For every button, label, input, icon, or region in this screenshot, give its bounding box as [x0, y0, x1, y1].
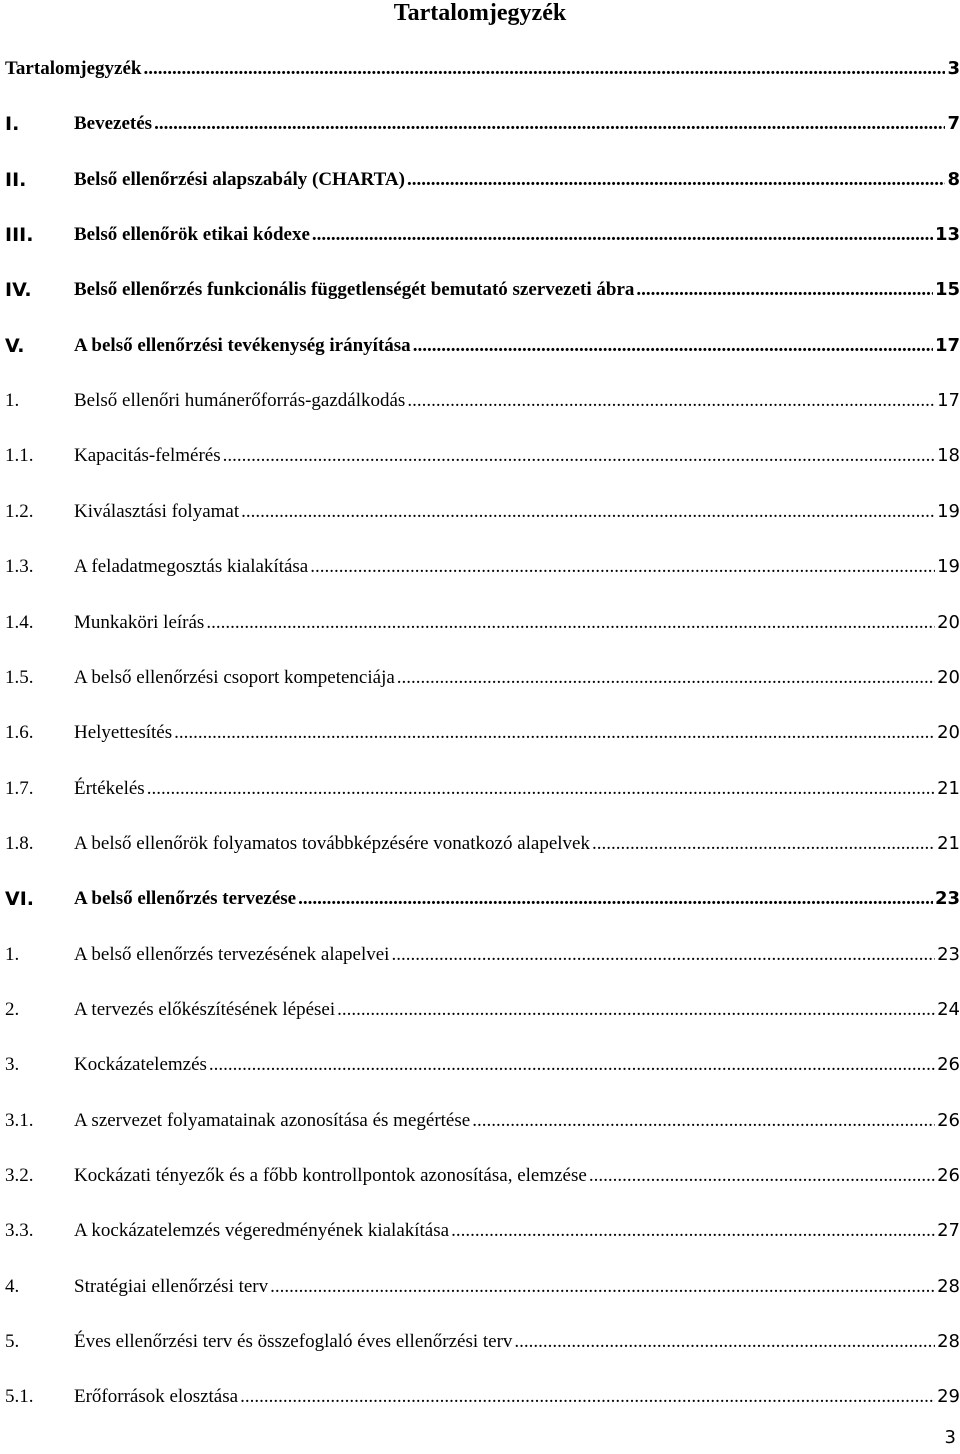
- toc-entry-page: 28: [937, 1331, 960, 1352]
- toc-entry[interactable]: [5, 884, 960, 914]
- toc-entry-number: VI.: [5, 888, 34, 910]
- toc-entry-line: [74, 165, 960, 195]
- toc-entry-title: Kapacitás-felmérés: [74, 445, 221, 466]
- toc-entry-line: [74, 497, 960, 527]
- toc-entry[interactable]: [5, 331, 960, 361]
- toc-entry-line: [74, 109, 960, 139]
- toc-entry-title: A szervezet folyamatainak azonosítása és megértése: [74, 1110, 471, 1131]
- toc-entry-number: 3.1.: [5, 1110, 34, 1131]
- toc-entry-number: 3.3.: [5, 1220, 34, 1241]
- toc-entry-page: 3: [947, 58, 960, 79]
- dot-leader: [209, 1050, 935, 1080]
- toc-entry-line: [74, 275, 960, 305]
- dot-leader: [223, 441, 935, 471]
- toc-entry[interactable]: [5, 663, 960, 693]
- toc-entry-line: [74, 718, 960, 748]
- toc-entry-title: Munkaköri leírás: [74, 612, 205, 633]
- toc-entry-line: [74, 884, 960, 914]
- toc-entry-number: 1.1.: [5, 445, 34, 466]
- dot-leader: [407, 386, 935, 416]
- toc-entry-page: 27: [937, 1220, 960, 1241]
- toc-entry-title: A belső ellenőrzési tevékenység irányítása: [74, 335, 411, 356]
- toc-entry-page: 13: [934, 224, 960, 245]
- dot-leader: [206, 608, 935, 638]
- toc-entry-page: 24: [937, 999, 960, 1020]
- dot-leader: [310, 552, 935, 582]
- toc-entry-number: 3.2.: [5, 1165, 34, 1186]
- toc-entry-title: Bevezetés: [74, 113, 153, 134]
- toc-entry-line: [74, 552, 960, 582]
- toc-entry-page: 28: [937, 1276, 960, 1297]
- toc-entry-page: 21: [937, 833, 960, 854]
- toc-entry[interactable]: [5, 386, 960, 416]
- toc-entry-page: 26: [937, 1054, 960, 1075]
- toc-entry-title: Értékelés: [74, 778, 145, 799]
- toc-entry-line: [74, 940, 960, 970]
- toc-entry-line: [74, 1050, 960, 1080]
- toc-entry-line: [5, 54, 960, 84]
- toc-entry[interactable]: [5, 608, 960, 638]
- toc-entry-title: Éves ellenőrzési terv és összefoglaló éves ellenőrzési terv: [74, 1331, 513, 1352]
- toc-entry-number: 1.8.: [5, 833, 34, 854]
- toc-entry[interactable]: [5, 829, 960, 859]
- toc-entry[interactable]: [5, 165, 960, 195]
- toc-entry[interactable]: [5, 441, 960, 471]
- toc-entry[interactable]: [5, 275, 960, 305]
- toc-entry-number: 1.: [5, 390, 20, 411]
- dot-leader: [144, 54, 946, 84]
- dot-leader: [337, 995, 935, 1025]
- dot-leader: [154, 109, 945, 139]
- toc-entry[interactable]: [5, 1050, 960, 1080]
- toc-entry-page: 7: [947, 113, 960, 134]
- toc-entry-number: 2.: [5, 999, 20, 1020]
- toc-entry-number: II.: [5, 169, 27, 191]
- toc-entry[interactable]: [5, 1382, 960, 1412]
- toc-entry[interactable]: [5, 774, 960, 804]
- toc-entry-line: [74, 441, 960, 471]
- dot-leader: [147, 774, 935, 804]
- toc-entry-line: [74, 608, 960, 638]
- toc-entry-page: 15: [934, 279, 960, 300]
- toc-entry[interactable]: [5, 220, 960, 250]
- toc-entry-line: [74, 1161, 960, 1191]
- toc-entry-title: Helyettesítés: [74, 722, 173, 743]
- toc-entry-number: 4.: [5, 1276, 20, 1297]
- dot-leader: [270, 1272, 935, 1302]
- toc-entry-page: 8: [947, 169, 960, 190]
- toc-entry-title: A belső ellenőrök folyamatos továbbképzésére vonatkozó alapelvek: [74, 833, 590, 854]
- toc-entry-title: Belső ellenőrök etikai kódexe: [74, 224, 310, 245]
- toc-entry[interactable]: [5, 54, 960, 84]
- toc-entry-number: IV.: [5, 279, 32, 301]
- toc-entry-page: 20: [937, 722, 960, 743]
- toc-entry-line: [74, 1327, 960, 1357]
- toc-entry[interactable]: [5, 995, 960, 1025]
- toc-entry-number: 5.: [5, 1331, 20, 1352]
- toc-entry-title: Tartalomjegyzék: [5, 58, 142, 79]
- toc-entry-line: [74, 995, 960, 1025]
- toc-entry-title: Erőforrások elosztása: [74, 1386, 239, 1407]
- toc-entry-line: [74, 829, 960, 859]
- toc-entry-line: [74, 386, 960, 416]
- toc-entry-number: V.: [5, 335, 25, 357]
- toc-entry-title: Belső ellenőri humánerőforrás-gazdálkodás: [74, 390, 406, 411]
- toc-entry-title: Belső ellenőrzés funkcionális függetlenségét bemutató szervezeti ábra: [74, 279, 635, 300]
- toc-entry-line: [74, 1272, 960, 1302]
- toc-entry-title: A feladatmegosztás kialakítása: [74, 556, 309, 577]
- toc-entry-number: III.: [5, 224, 34, 246]
- toc-entry-line: [74, 663, 960, 693]
- toc-entry-page: 23: [937, 944, 960, 965]
- dot-leader: [472, 1106, 935, 1136]
- toc-entry-page: 18: [937, 445, 960, 466]
- toc-entry-title: A kockázatelemzés végeredményének kialakítása: [74, 1220, 450, 1241]
- toc-entry-title: Belső ellenőrzési alapszabály (CHARTA): [74, 169, 405, 190]
- toc-entry-number: 1.5.: [5, 667, 34, 688]
- toc-entry-number: 3.: [5, 1054, 20, 1075]
- toc-entry-line: [74, 220, 960, 250]
- toc-entry[interactable]: [5, 1272, 960, 1302]
- toc-entry-number: 1.2.: [5, 501, 34, 522]
- toc-entry-number: 1.: [5, 944, 20, 965]
- toc-entry-page: 19: [937, 556, 960, 577]
- toc-entry-title: A tervezés előkészítésének lépései: [74, 999, 336, 1020]
- toc-entry-page: 20: [937, 612, 960, 633]
- toc-entry[interactable]: [5, 940, 960, 970]
- page-title: Tartalomjegyzék: [393, 0, 567, 26]
- dot-leader: [174, 718, 935, 748]
- toc-entry-number: 1.7.: [5, 778, 34, 799]
- toc-entry-number: I.: [5, 113, 20, 135]
- dot-leader: [451, 1216, 935, 1246]
- toc-entry-page: 29: [937, 1386, 960, 1407]
- page-number: 3: [944, 1427, 956, 1448]
- dot-leader: [514, 1327, 935, 1357]
- toc-entry-number: 1.6.: [5, 722, 34, 743]
- dot-leader: [240, 1382, 935, 1412]
- dot-leader: [592, 829, 935, 859]
- toc-entry-page: 26: [937, 1110, 960, 1131]
- toc-entry-line: [74, 331, 960, 361]
- toc-entry-title: Kockázatelemzés: [74, 1054, 207, 1075]
- toc-entry-page: 23: [934, 888, 960, 909]
- toc-entry-page: 26: [937, 1165, 960, 1186]
- toc-entry-page: 21: [937, 778, 960, 799]
- toc-entry-title: A belső ellenőrzés tervezésének alapelvei: [74, 944, 390, 965]
- dot-leader: [391, 940, 935, 970]
- toc-entry-line: [74, 1382, 960, 1412]
- toc-entry-page: 20: [937, 667, 960, 688]
- toc-entry-title: Kiválasztási folyamat: [74, 501, 240, 522]
- toc-entry-page: 17: [934, 335, 960, 356]
- dot-leader: [636, 275, 933, 305]
- toc-entry[interactable]: [5, 497, 960, 527]
- toc-entry-title: A belső ellenőrzés tervezése: [74, 888, 297, 909]
- dot-leader: [312, 220, 933, 250]
- toc-entry-number: 1.3.: [5, 556, 34, 577]
- toc-entry-title: Stratégiai ellenőrzési terv: [74, 1276, 269, 1297]
- toc-entry[interactable]: [5, 109, 960, 139]
- dot-leader: [413, 331, 933, 361]
- toc-entry-page: 17: [937, 390, 960, 411]
- dot-leader: [589, 1161, 935, 1191]
- toc-entry-number: 5.1.: [5, 1386, 34, 1407]
- toc-entry[interactable]: [5, 718, 960, 748]
- toc-entry[interactable]: [5, 552, 960, 582]
- toc-entry[interactable]: [5, 1327, 960, 1357]
- toc-entry[interactable]: [5, 1106, 960, 1136]
- toc-entry-line: [74, 774, 960, 804]
- toc-entry-number: 1.4.: [5, 612, 34, 633]
- toc-entry-title: Kockázati tényezők és a főbb kontrollpontok azonosítása, elemzése: [74, 1165, 587, 1186]
- dot-leader: [298, 884, 933, 914]
- dot-leader: [397, 663, 935, 693]
- dot-leader: [407, 165, 946, 195]
- toc-entry-line: [74, 1216, 960, 1246]
- toc-entry-page: 19: [937, 501, 960, 522]
- toc-entry[interactable]: [5, 1161, 960, 1191]
- dot-leader: [241, 497, 935, 527]
- toc-entry-line: [74, 1106, 960, 1136]
- toc-entry[interactable]: [5, 1216, 960, 1246]
- toc-entry-title: A belső ellenőrzési csoport kompetenciája: [74, 667, 395, 688]
